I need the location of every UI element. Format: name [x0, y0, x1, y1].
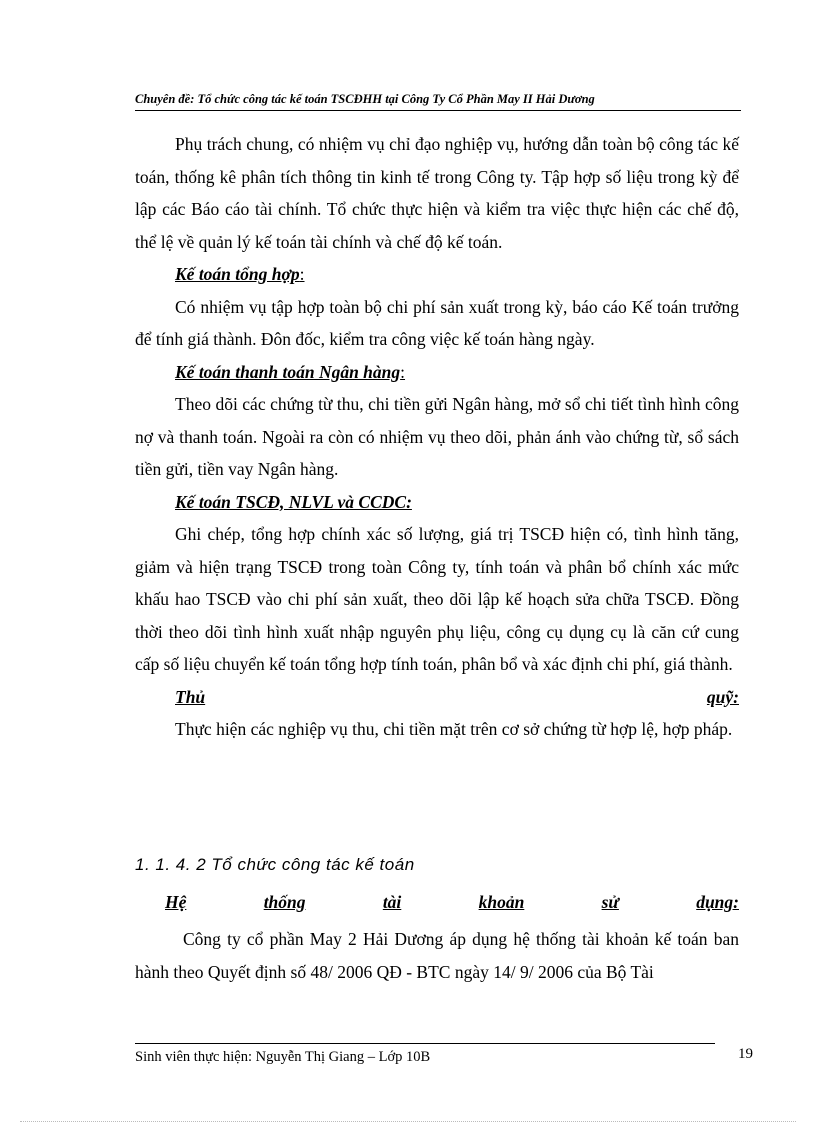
subheading-account-system: [135, 892, 739, 913]
section-heading-accounting-organization: 1. 1. 4. 2 Tổ chức công tác kế toán: [135, 855, 415, 874]
paragraph-general-accountant: Có nhiệm vụ tập hợp toàn bộ chi phí sản xuất trong kỳ, báo cáo Kế toán trưởng để tính giá thành. Đôn đốc, kiểm tra công việc kế toán hàng ngày.: [135, 296, 739, 349]
subheading-account-system-word-2: thống: [263, 892, 306, 912]
paragraph-account-system: Công ty cổ phần May 2 Hải Dương áp dụng hệ thống tài khoản kế toán ban hành theo Quyết định số 48/ 2006 QĐ - BTC ngày 14/ 9/ 2006 của Bộ Tài: [135, 929, 739, 982]
page-number: 19: [738, 1046, 753, 1062]
subheading-account-system-word-1: Hệ: [165, 892, 187, 912]
footer-author: Sinh viên thực hiện: Nguyễn Thị Giang – Lớp 10B: [135, 1049, 431, 1065]
page-bottom-edge: [20, 1121, 796, 1122]
subheading-asset-accountant: Kế toán TSCĐ, NLVL và CCDC:: [175, 491, 412, 512]
subheading-account-system-word-5: sử: [601, 892, 619, 912]
subheading-general-accountant-colon: :: [299, 264, 305, 284]
subheading-general-accountant: [135, 258, 739, 291]
subheading-general-accountant-label: Kế toán tổng hợp: [175, 264, 300, 284]
subheading-treasurer: [135, 681, 739, 714]
header-divider: [135, 110, 741, 111]
footer-divider: [135, 1043, 715, 1044]
subheading-account-system-word-6: dụng:: [696, 892, 739, 912]
subheading-bank-accountant: [135, 356, 739, 389]
paragraph-asset-accountant: Ghi chép, tổng hợp chính xác số lượng, giá trị TSCĐ hiện có, tình hình tăng, giảm và hiện trạng TSCĐ trong toàn Công ty, tính toán và phân bổ chính xác mức khấu hao TSCĐ vào chi phí sản xuất, theo dõi lập kế hoạch sửa chữa TSCĐ. Đồng thời theo dõi tình hình xuất nhập nguyên phụ liệu, công cụ dụng cụ là căn cứ cung cấp số liệu chuyển kế toán tổng hợp tính toán, phân bổ và xác định chi phí, giá thành.: [135, 524, 739, 674]
page-header-title: Chuyên đề: Tổ chức công tác kế toán TSCĐHH tại Công Ty Cổ Phần May II Hải Dương: [135, 92, 595, 106]
paragraph-bank-accountant: Theo dõi các chứng từ thu, chi tiền gửi Ngân hàng, mở sổ chi tiết tình hình công nợ và thanh toán. Ngoài ra còn có nhiệm vụ theo dõi, phản ánh vào chứng từ, sổ sách tiền gửi, tiền vay Ngân hàng.: [135, 394, 739, 479]
paragraph-treasurer: Thực hiện các nghiệp vụ thu, chi tiền mặt trên cơ sở chứng từ hợp lệ, hợp pháp.: [175, 719, 733, 739]
subheading-bank-accountant-label: Kế toán thanh toán Ngân hàng: [175, 361, 401, 382]
subheading-treasurer-word-1: Thủ: [175, 686, 206, 707]
account-system-content: [135, 923, 739, 988]
subheading-bank-accountant-colon: :: [400, 361, 406, 382]
subheading-account-system-word-4: khoản: [478, 892, 525, 912]
subheading-treasurer-word-2: quỹ:: [706, 686, 739, 707]
main-content-block: [135, 128, 739, 746]
paragraph-chief-accountant: Phụ trách chung, có nhiệm vụ chỉ đạo nghiệp vụ, hướng dẫn toàn bộ công tác kế toán, thống kê phân tích thông tin kinh tế trong Công ty. Tập hợp số liệu trong kỳ để lập các Báo cáo tài chính. Tổ chức thực hiện và kiểm tra việc thực hiện các chế độ, thể lệ về quản lý kế toán tài chính và chế độ kế toán.: [135, 134, 739, 252]
subheading-account-system-word-3: tài: [382, 892, 402, 912]
